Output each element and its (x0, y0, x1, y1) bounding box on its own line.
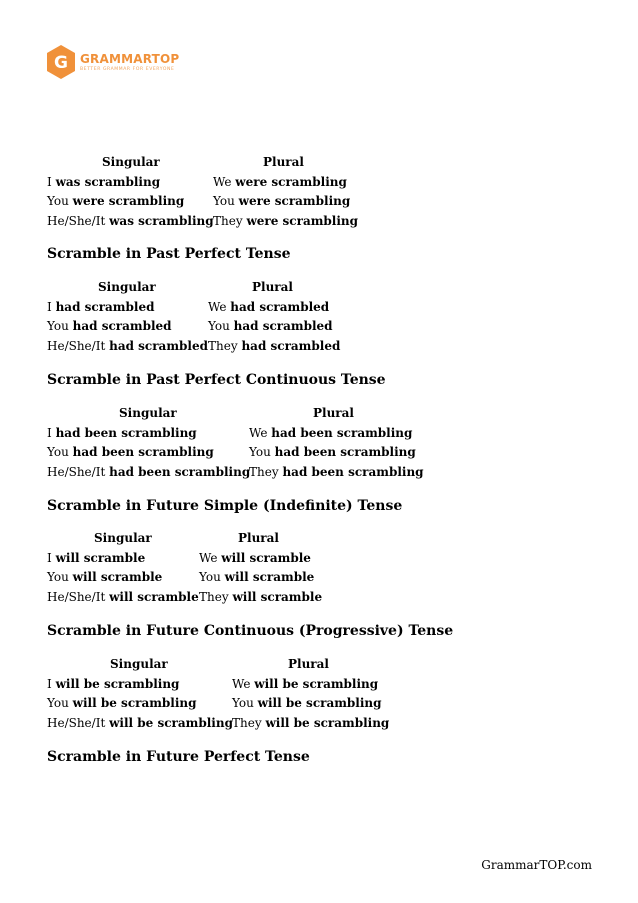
plural-cell (208, 300, 329, 314)
singular-cell (47, 194, 184, 208)
plural-header: Plural (252, 280, 293, 294)
singular-cell (47, 445, 214, 459)
pronoun: They (249, 464, 279, 479)
plural-cell (208, 319, 333, 333)
conjugation-table-future-simple (0, 531, 638, 609)
pronoun: You (47, 445, 69, 459)
section-heading-future-perfect: Scramble in Future Perfect Tense (47, 749, 310, 765)
pronoun: You (47, 570, 69, 584)
verb-form: were scrambling (238, 194, 351, 208)
verb-form: had scrambled (230, 299, 330, 314)
pronoun: He/She/It (47, 589, 106, 604)
verb-form: had been scrambling (271, 425, 413, 440)
plural-cell (199, 570, 314, 584)
verb-form: will scramble (55, 550, 146, 565)
plural-header: Plural (263, 155, 304, 169)
verb-form: will be scrambling (265, 715, 390, 730)
pronoun: They (213, 213, 243, 228)
pronoun: He/She/It (47, 464, 106, 479)
pronoun: We (208, 299, 227, 314)
singular-cell (47, 339, 208, 353)
verb-form: had been scrambling (55, 425, 197, 440)
pronoun: He/She/It (47, 715, 106, 730)
plural-cell (199, 590, 322, 604)
table-row (0, 465, 638, 485)
singular-cell (47, 465, 250, 479)
pronoun: We (232, 676, 251, 691)
section-heading-future-simple: Scramble in Future Simple (Indefinite) Tense (47, 498, 403, 514)
verb-form: had scrambled (109, 338, 208, 353)
pronoun: They (232, 715, 262, 730)
pronoun: He/She/It (47, 213, 106, 228)
pronoun: You (47, 194, 69, 208)
plural-cell (213, 214, 358, 228)
table-row (0, 175, 638, 195)
table-header-row (0, 657, 638, 677)
logo-tagline: BETTER GRAMMAR FOR EVERYONE (80, 67, 175, 72)
verb-form: were scrambling (72, 194, 185, 208)
verb-form: were scrambling (235, 174, 347, 189)
section-heading-past-perfect-continuous: Scramble in Past Perfect Continuous Tense (47, 372, 386, 388)
pronoun: I (47, 425, 52, 440)
plural-cell (199, 551, 311, 565)
pronoun: We (213, 174, 232, 189)
footer-site-name: GrammarTOP.com (481, 858, 592, 872)
plural-cell (208, 339, 340, 353)
table-header-row (0, 406, 638, 426)
verb-form: was scrambling (109, 213, 214, 228)
pronoun: He/She/It (47, 338, 106, 353)
table-row (0, 590, 638, 610)
pronoun: You (232, 696, 254, 710)
plural-cell (232, 696, 382, 710)
singular-header: Singular (119, 406, 177, 420)
verb-form: will scramble (109, 589, 199, 604)
verb-form: had scrambled (72, 319, 172, 333)
singular-header: Singular (98, 280, 156, 294)
singular-cell (47, 426, 197, 440)
verb-form: had been scrambling (282, 464, 424, 479)
verb-form: had been scrambling (72, 445, 214, 459)
verb-form: had been scrambling (109, 464, 251, 479)
pronoun: You (47, 319, 69, 333)
table-row (0, 570, 638, 590)
table-row (0, 300, 638, 320)
singular-header: Singular (94, 531, 152, 545)
singular-cell (47, 551, 145, 565)
table-row (0, 319, 638, 339)
verb-form: will scramble (221, 550, 311, 565)
verb-form: will be scrambling (109, 715, 233, 730)
pronoun: You (249, 445, 271, 459)
verb-form: will be scrambling (72, 696, 197, 710)
pronoun: You (208, 319, 230, 333)
pronoun: I (47, 676, 52, 691)
pronoun: They (199, 589, 229, 604)
plural-cell (232, 677, 378, 691)
verb-form: had scrambled (55, 299, 155, 314)
plural-cell (249, 426, 412, 440)
verb-form: will scramble (224, 570, 315, 584)
verb-form: had scrambled (241, 338, 341, 353)
section-heading-future-continuous: Scramble in Future Continuous (Progressive) Tense (47, 623, 454, 639)
singular-cell (47, 214, 214, 228)
plural-header: Plural (288, 657, 329, 671)
plural-cell (213, 194, 350, 208)
svg-text:G: G (54, 53, 68, 73)
plural-cell (213, 175, 347, 189)
pronoun: You (47, 696, 69, 710)
conjugation-table-future-continuous (0, 657, 638, 735)
table-row (0, 696, 638, 716)
table-header-row (0, 155, 638, 175)
singular-cell (47, 696, 197, 710)
pronoun: They (208, 338, 238, 353)
table-row (0, 445, 638, 465)
pronoun: I (47, 174, 52, 189)
pronoun: I (47, 550, 52, 565)
singular-cell (47, 570, 162, 584)
singular-cell (47, 716, 233, 730)
logo-wordmark: GRAMMARTOP (80, 52, 180, 66)
conjugation-table-past-continuous (0, 155, 638, 233)
verb-form: were scrambling (246, 213, 359, 228)
section-heading-past-perfect: Scramble in Past Perfect Tense (47, 246, 291, 262)
table-row (0, 339, 638, 359)
verb-form: will be scrambling (55, 676, 180, 691)
plural-header: Plural (238, 531, 279, 545)
singular-cell (47, 677, 179, 691)
table-row (0, 426, 638, 446)
verb-form: will scramble (232, 589, 323, 604)
conjugation-table-past-perfect (0, 280, 638, 358)
conjugation-table-past-perfect-continuous (0, 406, 638, 484)
pronoun: You (199, 570, 221, 584)
table-row (0, 716, 638, 736)
table-row (0, 214, 638, 234)
pronoun: We (199, 550, 218, 565)
pronoun: You (213, 194, 235, 208)
verb-form: had been scrambling (274, 445, 416, 459)
pronoun: I (47, 299, 52, 314)
grammartop-logo (45, 44, 180, 80)
plural-cell (249, 465, 424, 479)
plural-header: Plural (313, 406, 354, 420)
singular-cell (47, 175, 160, 189)
table-header-row (0, 531, 638, 551)
verb-form: will be scrambling (257, 696, 382, 710)
plural-cell (249, 445, 416, 459)
table-row (0, 677, 638, 697)
verb-form: was scrambling (55, 174, 161, 189)
logo-hexagon-icon (45, 44, 77, 80)
table-row (0, 194, 638, 214)
verb-form: had scrambled (233, 319, 333, 333)
verb-form: will scramble (72, 570, 163, 584)
pronoun: We (249, 425, 268, 440)
verb-form: will be scrambling (254, 676, 379, 691)
singular-cell (47, 300, 154, 314)
singular-cell (47, 319, 172, 333)
plural-cell (232, 716, 389, 730)
singular-header: Singular (102, 155, 160, 169)
table-row (0, 551, 638, 571)
table-header-row (0, 280, 638, 300)
singular-header: Singular (110, 657, 168, 671)
singular-cell (47, 590, 199, 604)
